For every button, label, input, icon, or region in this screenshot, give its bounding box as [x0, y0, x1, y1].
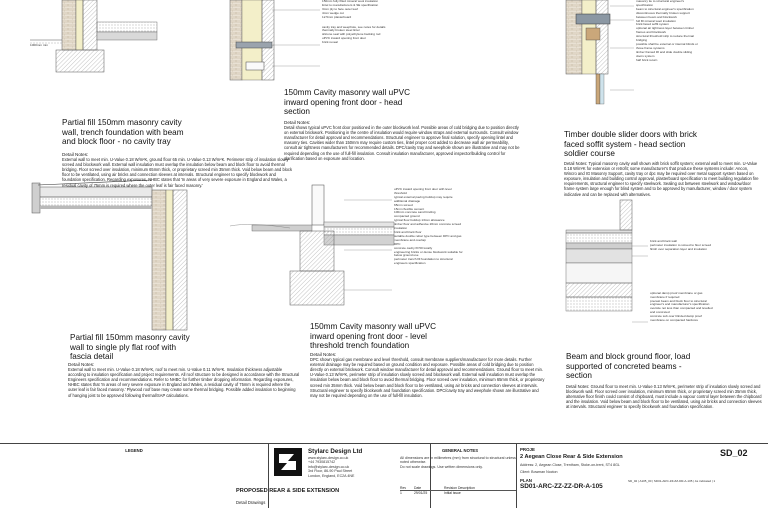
detail-4-title-line: 150mm Cavity masonry wall uPVC [310, 322, 437, 331]
label: 150mm fully filled mineral wool insulation [322, 0, 379, 3]
label: typical floor buildup 13mm allowance [394, 218, 445, 223]
label: DPC [394, 241, 401, 246]
company-name: Stylarc Design Ltd [308, 448, 363, 455]
label: 4mm wedge cut [322, 10, 344, 15]
detail-2-drawing [32, 180, 187, 330]
label: uPVC inward opening front door [322, 36, 367, 41]
label: insulation [394, 226, 408, 231]
detail-3-title-line: section [284, 107, 310, 117]
detail-6-title [566, 352, 726, 381]
detail-2-notes-heading: Detail Notes: [68, 362, 95, 367]
detail-2-title-line: Partial fill 150mm masonry cavity [70, 333, 190, 342]
label: precast beam and block floor to structural engineer's and manufacturer's specification [650, 298, 710, 307]
label: optional air tightness layer between timber frames and blockwork [636, 26, 694, 35]
label: compacted ground [394, 214, 420, 219]
project-name: PROPOSED REAR & SIDE EXTENSION [236, 488, 340, 494]
detail-6-labels [650, 240, 716, 323]
detail-2-title-line: fascia detail [70, 352, 114, 362]
detail-6-notes-text: Detail Notes: Ground floor to meet min. U-Value 0.13 W/m²K, perimeter strip of insulation slowly screed and blockwork wall. Floor screed over insulation, minimum 65mm thick, or proprietary screed min 35mm thick, alternative floor finish could consist of chipboard, must include a vapour control layer between the chipboard and the insulation. Void below beam and block floor to be ventilated, using air bricks and connection sleeves at intervals. Structural engineer to specify blockwork and foundation specification. [566, 384, 762, 410]
detail-4-labels [394, 188, 464, 266]
detail-6-title-line: supported of concreted beams - [566, 361, 682, 371]
project-client: Client: Bowman Nocton [520, 470, 558, 474]
label: engineering bricks or dense blockwork suitable for below ground use [394, 249, 463, 258]
label: beam to structural engineer's specification [636, 6, 694, 11]
detail-1-notes-heading: Detail Notes: [62, 152, 89, 157]
revision-col-date: Date [414, 486, 422, 490]
label: suitable double rebar type between DPC and gas membrane and overlap [394, 233, 462, 242]
sheet-code: SD_02 [720, 448, 748, 458]
project-address: Address: 2, Aegean Close, Trentham, Stoke-on-trent, ST4 8GL [520, 463, 620, 467]
detail-4-title-line: threshold trench foundation [310, 341, 410, 351]
detail-4-notes-text: DPC shown typical gas membrane and level threshold, consult membrane suppliers/manufacturer for more details. Further external drainage may be required based on ground condition and exposure. Possible areas of cold bridging due to position directly on external brickwork. Consult window manufacturer for detail approval and recommendations. Ground floor to meet min. U-Value 0.13 W/m²K, perimeter strip of insulation slowly screed and blockwork wall. External wall insulation must overlap the insulation below beam and block floor to avoid thermal bridging. Floor screed over insulation, minimum 65mm thick, or proprietary screed min 35mm thick. Void below beam and block floor to be ventilated, using air bricks and connection sleeves at intervals. Structural engineer to specify blockwork and foundation specification. DPC/cavity tray and weephole shown are illustrative and may not be required depending on the use of full-fill insulation. [310, 357, 545, 398]
label: typical external paving buildup may require additional drainage [394, 194, 453, 203]
label: full fill mineral wool insulation [636, 18, 676, 23]
detail-1-notes-text: External wall to meet min. U-Value 0.18 W/m²K, ground floor 65 min. U-Value 0.13 W/m²K. Perimeter strip of insulation slowly screed and blockwork wall. External wall insulation must overlap the insulation below beam and block floor to avoid thermal bridging. Floor screed over insulation, minimum 65mm thick, or proprietary screed min 35mm thick. Void below beam and block floor to be ventilated, using air bricks and connection sleeves at intervals. Structural engineer to specify blockwork and foundation specification. Regarding exposures, NHBC states that 'In areas of very severe exposure in England and Wales, a residual cavity of 75mm is required where the outer leaf is fair faced masonry.' [62, 157, 293, 188]
detail-1-dimension: 1000mm min [30, 43, 48, 47]
detail-6-notes [566, 384, 764, 409]
detail-4-title [310, 322, 470, 351]
title-block [0, 443, 768, 508]
detail-3-notes-heading: Detail Notes: [284, 120, 311, 125]
detail-3-title-line: 150mm Cavity masonry wall uPVC [284, 88, 411, 97]
detail-1-title-line: wall, trench foundation with beam [62, 127, 184, 137]
label: concrete cavity fill 50 locally [394, 245, 433, 250]
label: concrete sub over blinded damp proof membrane on compacted hardcore [650, 314, 702, 323]
revision-cell: 29/01/25 [414, 491, 428, 495]
label: 100mm concrete sand binding [394, 210, 436, 215]
label: timber floor and adhesive 20mm concrete screed [394, 222, 462, 227]
detail-6-title-line: section [566, 371, 592, 381]
company-line: +44 7930815742 [308, 460, 336, 465]
detail-5-notes-text: Detail Notes: Typical masonry cavity wall shown with brick soffit system; external wall to meet min. U-Value 0.18 W/m²K for extension or retrofit; some manufacturer's that produce these systems include: Ancon, Wincro and IG Masonry Support, cavity tray or dpc may be required over metal support system based on exposure, insulation and building control approval, plasterboard specification to meet building regulation fire requirements, structural engineer to specify steelwork. Sealing out between steelwork and window/door frame system large enough for blind system and to be approved by manufacturer, window / door system indicative and can be replaced with alternatives. [564, 161, 759, 197]
company-line: www.stylarc-design.co.uk [308, 456, 349, 460]
detail-6-drawing [566, 200, 648, 322]
general-notes-heading: GENERAL NOTES [442, 448, 478, 453]
project-panel [516, 444, 768, 508]
detail-5-title-line: soldier course [564, 149, 615, 159]
detail-5-labels [636, 0, 700, 63]
company-logo [274, 448, 302, 476]
company-line: London, England, EC2A 4NE [308, 473, 355, 478]
legend-heading: LEGEND [125, 448, 143, 453]
label: brick and block wall [650, 239, 677, 243]
detail-1-drawing [30, 0, 157, 72]
revision-col-rev: Rev [400, 486, 407, 490]
label: silicone seal with polyethylene backing rod [322, 32, 381, 37]
proje-label: PROJE [520, 447, 535, 452]
label: timber framed lift and slide double sliding doors system [636, 49, 693, 58]
detail-3-notes [284, 120, 520, 161]
detail-5-title [564, 130, 724, 159]
detail-5-title-line: Timber double slider doors with brick [564, 130, 698, 139]
general-notes-text [400, 456, 516, 469]
revision-cell: 1 [400, 491, 402, 495]
drawing-type: Detail Drawings [236, 500, 266, 505]
company-panel [236, 444, 431, 508]
detail-3-title [284, 88, 434, 117]
label: lintel to manufacturers & SE specification [322, 2, 379, 7]
label: 15mm flexible cement [394, 206, 425, 211]
drawing-number: SD01-ARC-ZZ-ZZ-DR-A-105 [520, 483, 603, 490]
detail-5-drawing [566, 0, 634, 104]
label: 65mm screed [394, 202, 413, 207]
detail-4-title-line: inward opening front door - level [310, 331, 427, 341]
label: brick faced soffit system [636, 22, 669, 27]
label: perimeter trench fill foundation to structural engineers specification [394, 257, 453, 266]
detail-2-notes-text: External wall to meet min. U-Value 0.18 W/m²K, roof to meet min. U-Value 0.11 W/m²K. Insulation thickness adjustable according to insulation specification and project requirements. All roof structure to be designed in accordance with the Structural Engineers specification and recommendations. Refer to NHBC for further timber dropping information. Regarding exposures, NHBC states that 'In areas of very severe exposure in England and Wales, a residual cavity of 75mm is required where the outer leaf is fair faced masonry.' Plywood roof base may create some thermal bridging. Possible added insulation to beginning of hanging joist to be approved following thermal/SAP calculations. [68, 367, 300, 398]
label: half brick return [636, 57, 658, 62]
label: masonry tie to structural engineer's specification [636, 0, 685, 7]
detail-4-drawing [230, 185, 394, 305]
detail-3-title-line: inward opening front door - head [284, 97, 403, 107]
detail-2-title [70, 333, 220, 362]
label: possible shall be external or internal blinds or those frame systems [636, 41, 698, 50]
label: structural threshold strip to reduce thermal bridging [636, 34, 694, 43]
detail-1-title [62, 118, 202, 147]
general-note: All dimensions are in millimetres (mm) from structural to structural unless noted otherwise. [400, 456, 516, 465]
detail-5-title-line: faced soffit system - head section [564, 139, 686, 149]
detail-3-notes-text: Detail shows typical uPVC front door positioned in the outer blockwork leaf. Possible areas of cold bridging due to position directly on external brickwork. Positioning in the centre of insulation would require window straps and external surrounds. Consult window manufacturer for detail approval and recommendations. Structural engineer to approve final solution, specify opening lintel and masonry ties. Cavities wider than 150mm may require custom ties, lintel proper cost added to decrease wall air permeability, consult air tightness manufacturers for recommended details. DPC/cavity tray and weephole shown are illustrative and may not be required depending on the use of full-fill insulation. Consult insulation manufacturer, approved inspector/building control for clarification based on exposure and location. [284, 125, 520, 161]
label: 3mm ply to face outer leaf [322, 6, 358, 11]
detail-3-drawing [230, 0, 320, 80]
detail-1-title-line: Partial fill 150mm masonry cavity [62, 118, 182, 127]
revision-table [400, 486, 516, 495]
company-line: 3rd Floor, 86-90 Paul Street [308, 469, 353, 474]
detail-4-notes-heading: Detail Notes: [310, 352, 337, 357]
general-note: Do not scale drawings. Use written dimensions only. [400, 464, 483, 469]
label: oversite not less than compacted and levelled and concreted [650, 306, 713, 315]
label: brick reveal [322, 40, 338, 45]
label: discontinuous thermally broken support between beam and blockwork [636, 10, 690, 19]
revision-row [400, 491, 516, 495]
legend-panel [0, 444, 269, 508]
detail-6-title-line: Beam and block ground floor, load [566, 352, 691, 361]
general-notes-panel [400, 444, 517, 508]
detail-4-notes [310, 352, 546, 398]
company-contact [308, 456, 354, 478]
label: cavity tray and weephole, see notes for details [322, 24, 386, 29]
detail-1-title-line: and block floor - no cavity tray [62, 137, 171, 147]
detail-2-notes [68, 362, 300, 398]
label: perimeter insulation to screed to floor screed finish over separation layer and insulation [650, 242, 712, 251]
project-title: 2 Aegean Close Rear & Side Extension [520, 454, 623, 460]
detail-5-notes [564, 161, 762, 197]
detail-2-title-line: wall to single ply flat roof with [70, 342, 177, 352]
revision-cell: Initial issue [444, 491, 461, 495]
company-line: info@stylarc-design.co.uk [308, 464, 350, 469]
status-line: SD_02 | A105_00 | SD01-ARC-ZZ-ZZ-DR-A-105 | As indicated | 1 [628, 479, 716, 483]
label: uPVC inward opening front door with level threshold [394, 187, 452, 195]
detail-1-notes [62, 152, 294, 188]
detail-3-labels [322, 0, 388, 45]
label: thermally broken steel lintel [322, 28, 360, 33]
label: optional damp proof membrane or gas membrane if required [650, 290, 703, 299]
label: brick and block floor [394, 229, 422, 234]
drawing-number-label: PLAN [520, 478, 532, 483]
revision-col-desc: Revision Description [444, 486, 475, 490]
label: 12.5mm plasterboard [322, 14, 352, 19]
